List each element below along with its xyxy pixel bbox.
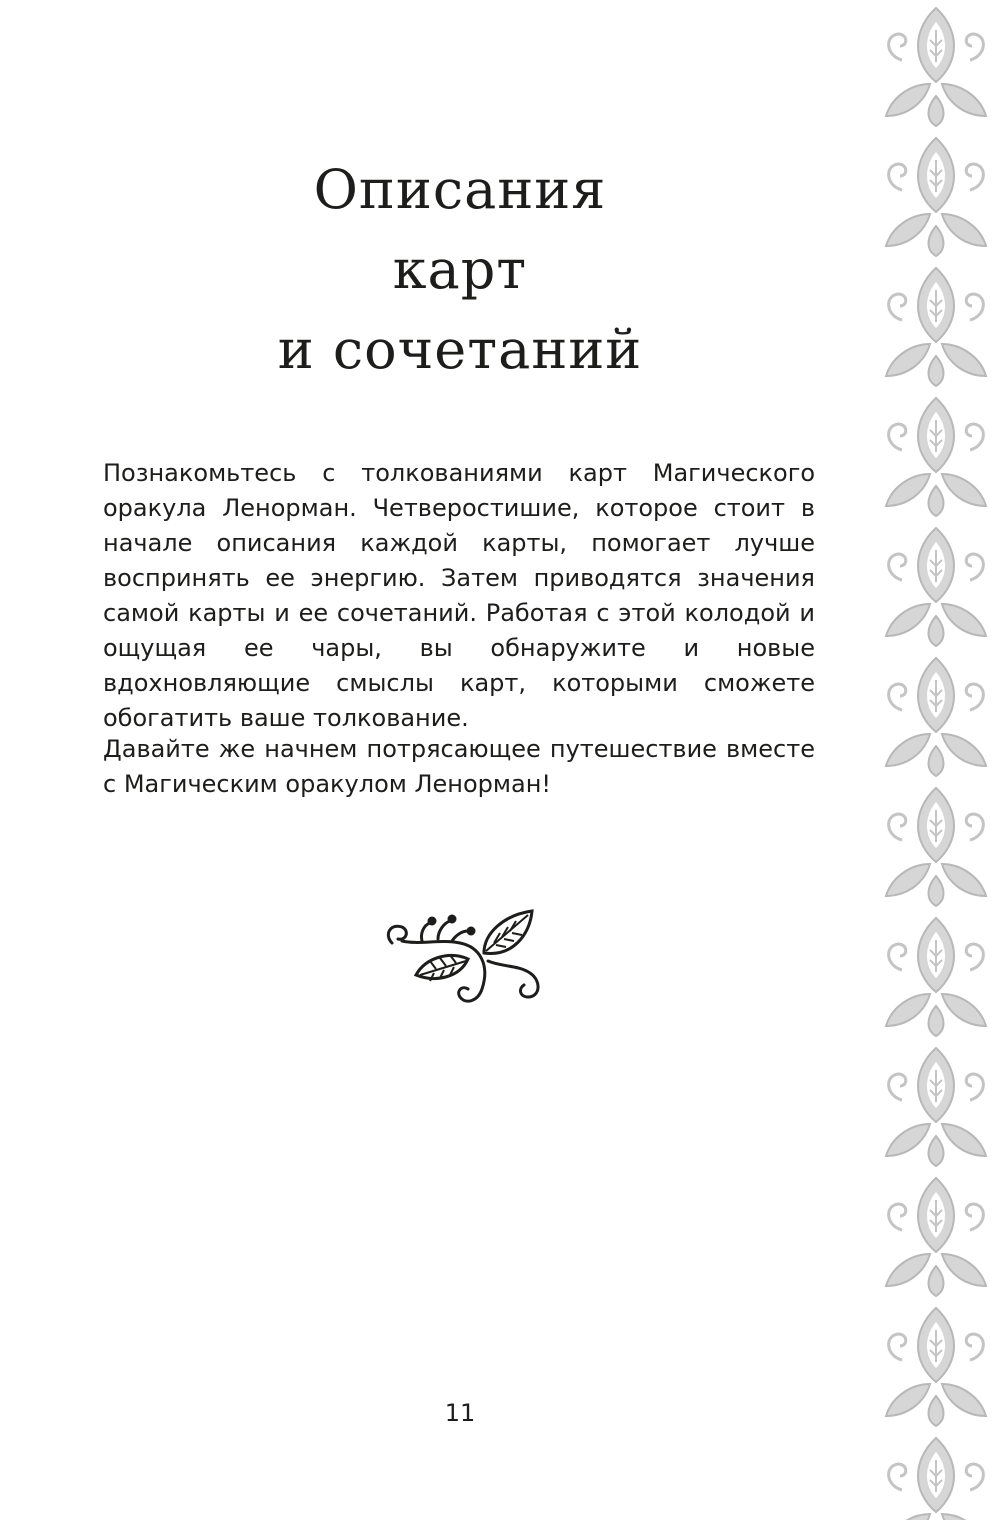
- page-number: 11: [444, 1399, 476, 1427]
- chapter-title-line-3: и сочетаний: [277, 318, 643, 381]
- chapter-title: [0, 150, 920, 390]
- leaf-swirl-icon: [380, 905, 550, 1015]
- chapter-title-line-2: карт: [392, 238, 528, 301]
- closing-paragraph: Давайте же начнем потрясающее путешествие вместе с Магическим оракулом Ленорман!: [103, 735, 815, 798]
- chapter-title-line-1: Описания: [313, 158, 607, 221]
- floral-border-icon: [872, 0, 1000, 1520]
- intro-paragraph: Познакомьтесь с толкованиями карт Магического оракула Ленорман. Четверостишие, которое стоит в начале описания каждой карты, помогает лучше воспринять ее энергию. Затем приводятся значения самой карты и ее сочетаний. Работая с этой колодой и ощущая ее чары, вы обнаружите и новые вдохновляющие смыслы карт, которыми сможете обогатить ваше толкование.: [103, 459, 815, 732]
